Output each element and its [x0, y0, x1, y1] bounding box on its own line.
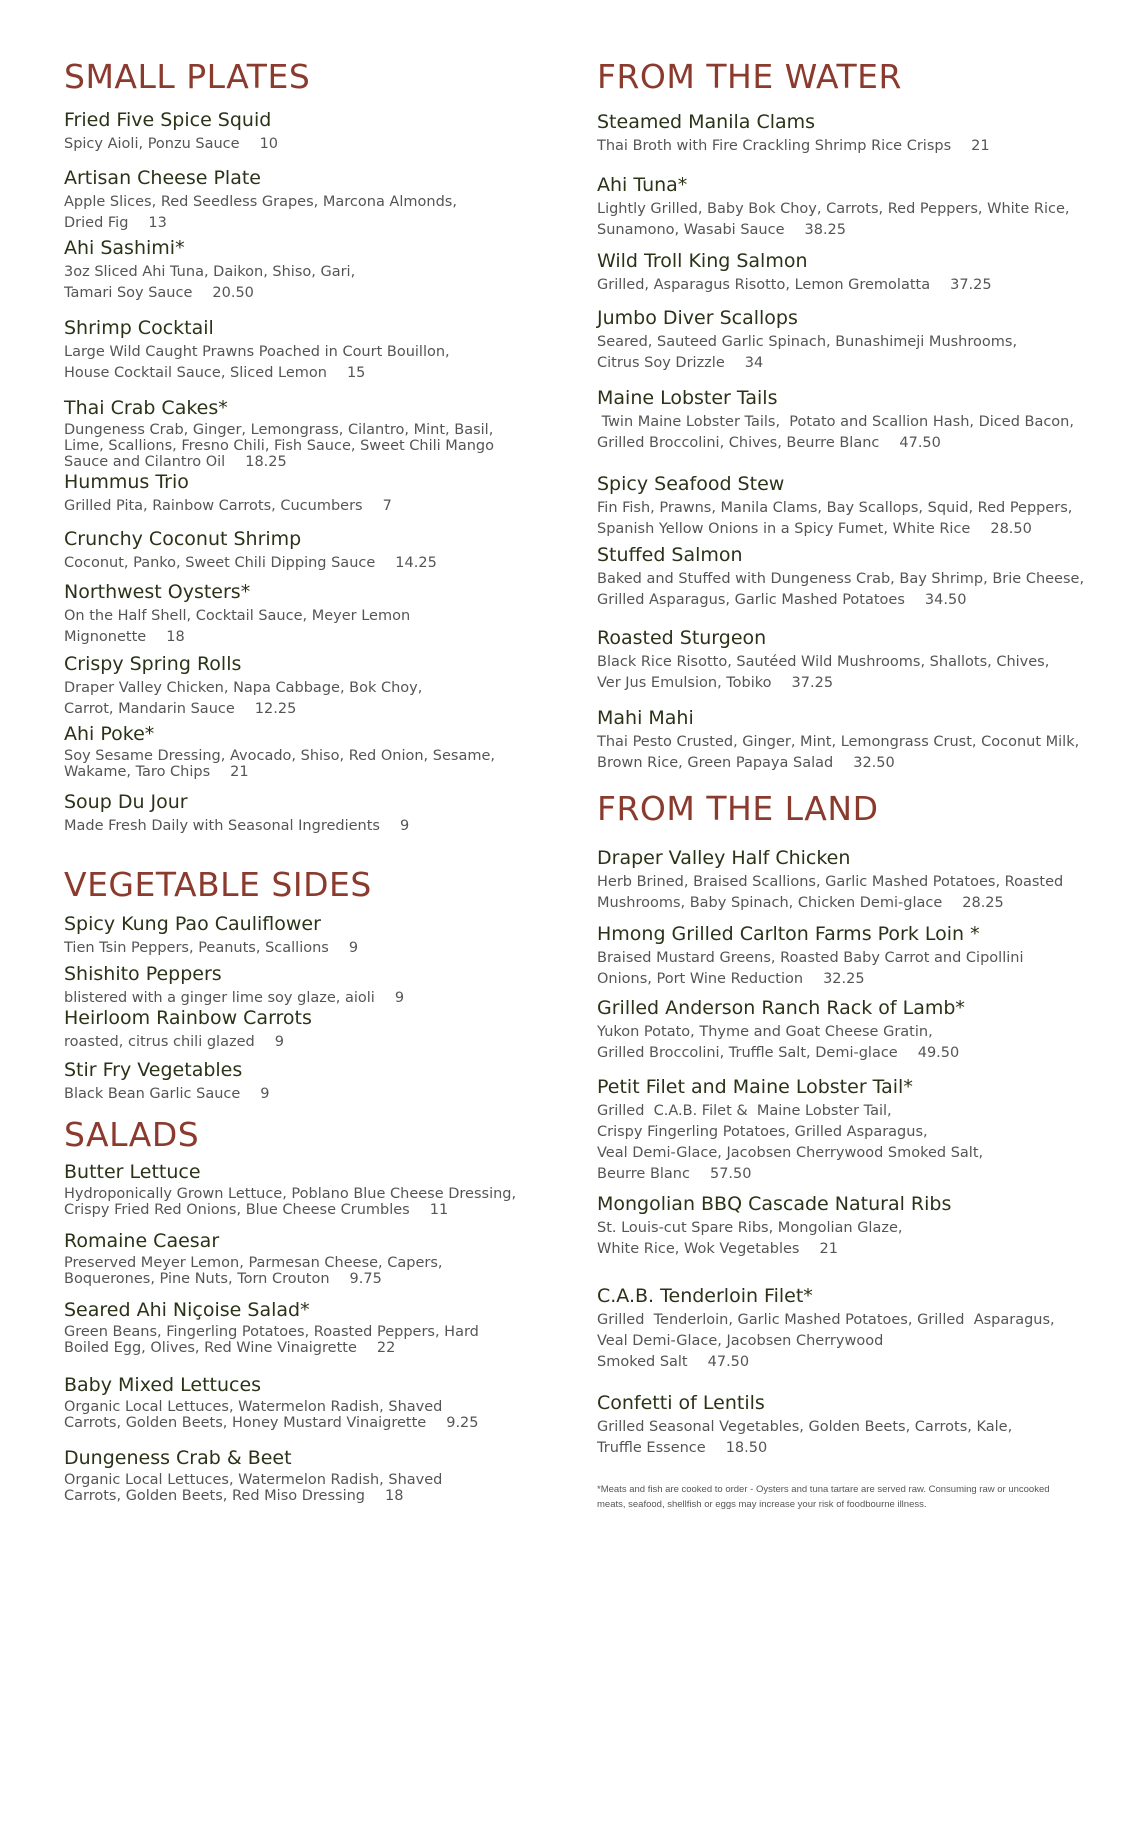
- item-price: 57.50: [709, 1166, 752, 1182]
- item-name: Shrimp Cocktail: [64, 317, 214, 339]
- description-line: [64, 496, 544, 517]
- description-line: [64, 764, 544, 780]
- description-text: Crispy Fingerling Potatoes, Grilled Asparagus,: [597, 1124, 928, 1140]
- description-line: [597, 753, 1087, 774]
- description-line: [64, 342, 544, 363]
- description-text: Black Bean Garlic Sauce: [64, 1086, 241, 1102]
- description-text: Veal Demi-Glace, Jacobsen Cherrywood Smoked Salt,: [597, 1145, 984, 1161]
- description-line: [597, 1218, 1087, 1239]
- item-name: Ahi Tuna*: [597, 174, 688, 196]
- menu-item-steamed-manila-clams: [597, 110, 1087, 157]
- item-price: 21: [819, 1241, 838, 1257]
- description-line: [597, 1352, 1087, 1373]
- description-line: [597, 893, 1087, 914]
- item-name: Heirloom Rainbow Carrots: [64, 1007, 312, 1029]
- description-line: [597, 1122, 1087, 1143]
- description-text: Thai Pesto Crusted, Ginger, Mint, Lemongrass Crust, Coconut Milk,: [597, 734, 1080, 750]
- item-description: [64, 192, 544, 234]
- description-line: [597, 332, 1087, 353]
- item-description: [64, 422, 544, 470]
- item-price: 37.25: [950, 277, 992, 293]
- description-text: Carrots, Golden Beets, Honey Mustard Vinaigrette: [64, 1415, 427, 1431]
- description-text: Dungeness Crab, Ginger, Lemongrass, Cilantro, Mint, Basil,: [64, 422, 494, 438]
- item-description: [597, 1417, 1087, 1459]
- item-description: [597, 332, 1087, 374]
- description-line: [64, 1202, 544, 1218]
- description-line: [597, 969, 1087, 990]
- menu-item-fried-five-spice-squid: [64, 108, 544, 155]
- description-text: Grilled Broccolini, Chives, Beurre Blanc: [597, 435, 880, 451]
- item-name: Fried Five Spice Squid: [64, 109, 272, 131]
- description-line: [64, 1084, 544, 1105]
- menu-item-confetti-of-lentils: [597, 1391, 1087, 1459]
- item-name: Draper Valley Half Chicken: [597, 847, 851, 869]
- description-line: [597, 412, 1087, 433]
- description-text: Onions, Port Wine Reduction: [597, 971, 804, 987]
- description-line: [64, 627, 544, 648]
- item-name: Jumbo Diver Scallops: [597, 307, 798, 329]
- item-description: [64, 134, 544, 155]
- description-line: [64, 1324, 544, 1340]
- description-text: Grilled C.A.B. Filet & Maine Lobster Tail,: [597, 1103, 892, 1119]
- item-description: [64, 342, 544, 384]
- item-name: Roasted Sturgeon: [597, 627, 767, 649]
- item-name: Mongolian BBQ Cascade Natural Ribs: [597, 1193, 952, 1215]
- description-text: Sunamono, Wasabi Sauce: [597, 222, 785, 238]
- description-line: [64, 938, 544, 959]
- description-text: roasted, citrus chili glazed: [64, 1034, 255, 1050]
- item-price: 10: [259, 136, 279, 152]
- item-description: [597, 275, 1087, 296]
- description-text: House Cocktail Sauce, Sliced Lemon: [64, 365, 327, 381]
- item-price: 20.50: [212, 285, 254, 301]
- menu-item-stir-fry-vegetables: [64, 1058, 544, 1105]
- menu-item-soup-du-jour: [64, 790, 544, 837]
- description-text: Smoked Salt: [597, 1354, 688, 1370]
- description-text: Thai Broth with Fire Crackling Shrimp Rice Crisps: [597, 138, 952, 154]
- item-name: Stir Fry Vegetables: [64, 1059, 243, 1081]
- description-line: [597, 872, 1087, 893]
- item-name: Baby Mixed Lettuces: [64, 1374, 262, 1396]
- description-line: [64, 699, 544, 720]
- description-text: Wakame, Taro Chips: [64, 764, 211, 780]
- menu-item-shishito-peppers: [64, 962, 544, 1009]
- description-line: [597, 673, 1087, 694]
- menu-item-grilled-anderson-ranch-rack-of-lamb: [597, 996, 1087, 1064]
- item-price: 47.50: [899, 435, 941, 451]
- menu-item-dungeness-crab-beet: [64, 1446, 544, 1504]
- item-name: Dungeness Crab & Beet: [64, 1447, 292, 1469]
- description-text: Braised Mustard Greens, Roasted Baby Carrot and Cipollini: [597, 950, 1024, 966]
- description-text: Black Rice Risotto, Sautéed Wild Mushrooms, Shallots, Chives,: [597, 654, 1050, 670]
- description-text: Grilled Tenderloin, Garlic Mashed Potatoes, Grilled Asparagus,: [597, 1312, 1055, 1328]
- menu-item-spicy-kung-pao-cauliflower: [64, 912, 544, 959]
- item-name: Mahi Mahi: [597, 707, 694, 729]
- description-line: [64, 553, 544, 574]
- menu-item-heirloom-rainbow-carrots: [64, 1006, 544, 1053]
- item-description: [64, 1032, 544, 1053]
- item-name: Soup Du Jour: [64, 791, 188, 813]
- description-text: Grilled Asparagus, Garlic Mashed Potatoes: [597, 592, 905, 608]
- item-price: 9: [348, 940, 359, 956]
- item-name: Grilled Anderson Ranch Rack of Lamb*: [597, 997, 965, 1019]
- menu-item-romaine-caesar: [64, 1229, 544, 1287]
- item-description: [597, 1022, 1087, 1064]
- item-price: 18: [385, 1488, 404, 1504]
- description-text: Coconut, Panko, Sweet Chili Dipping Sauce: [64, 555, 376, 571]
- description-line: [597, 652, 1087, 673]
- item-name: Maine Lobster Tails: [597, 387, 778, 409]
- item-price: 9: [274, 1034, 284, 1050]
- item-description: [64, 262, 544, 304]
- item-price: 18.50: [725, 1440, 768, 1456]
- item-name: Wild Troll King Salmon: [597, 250, 808, 272]
- item-price: 21: [971, 138, 990, 154]
- item-description: [64, 678, 544, 720]
- description-line: [64, 1415, 544, 1431]
- item-description: [64, 1255, 544, 1287]
- description-text: On the Half Shell, Cocktail Sauce, Meyer Lemon: [64, 608, 411, 624]
- description-line: [64, 454, 544, 470]
- description-line: [64, 422, 544, 438]
- description-line: [64, 1271, 544, 1287]
- menu-item-shrimp-cocktail: [64, 316, 544, 384]
- description-text: Made Fresh Daily with Seasonal Ingredients: [64, 818, 380, 834]
- menu-item-mahi-mahi: [597, 706, 1087, 774]
- description-text: Citrus Soy Drizzle: [597, 355, 725, 371]
- item-price: 28.50: [990, 521, 1032, 537]
- item-description: [64, 816, 544, 837]
- item-price: 9: [399, 818, 410, 834]
- item-name: Butter Lettuce: [64, 1161, 201, 1183]
- item-description: [597, 199, 1087, 241]
- description-text: Carrots, Golden Beets, Red Miso Dressing: [64, 1488, 365, 1504]
- description-line: [64, 1032, 544, 1053]
- description-text: Spicy Aioli, Ponzu Sauce: [64, 136, 240, 152]
- item-price: 28.25: [962, 895, 1004, 911]
- section-title-vegetable-sides: VEGETABLE SIDES: [64, 865, 372, 904]
- description-text: Veal Demi-Glace, Jacobsen Cherrywood: [597, 1333, 884, 1349]
- menu-item-artisan-cheese-plate: [64, 166, 544, 234]
- item-price: 9.75: [349, 1271, 382, 1287]
- item-description: [597, 412, 1087, 454]
- item-price: 37.25: [791, 675, 834, 691]
- description-text: Large Wild Caught Prawns Poached in Court Bouillon,: [64, 344, 450, 360]
- description-text: Ver Jus Emulsion, Tobiko: [597, 675, 772, 691]
- menu-item-butter-lettuce: [64, 1160, 544, 1218]
- description-text: Boquerones, Pine Nuts, Torn Crouton: [64, 1271, 330, 1287]
- description-text: Beurre Blanc: [597, 1166, 690, 1182]
- item-price: 18: [166, 629, 185, 645]
- description-line: [597, 1417, 1087, 1438]
- description-text: Tamari Soy Sauce: [64, 285, 193, 301]
- menu-item-jumbo-diver-scallops: [597, 306, 1087, 374]
- description-line: [597, 220, 1087, 241]
- menu-item-petit-filet-and-maine-lobster-tail: [597, 1075, 1087, 1185]
- item-description: [597, 136, 1087, 157]
- description-text: Preserved Meyer Lemon, Parmesan Cheese, Capers,: [64, 1255, 443, 1271]
- item-description: [597, 1310, 1087, 1373]
- item-description: [64, 1472, 544, 1504]
- item-price: 49.50: [917, 1045, 960, 1061]
- description-line: [597, 1164, 1087, 1185]
- item-description: [64, 938, 544, 959]
- menu-item-roasted-sturgeon: [597, 626, 1087, 694]
- item-name: Artisan Cheese Plate: [64, 167, 261, 189]
- description-text: Sauce and Cilantro Oil: [64, 454, 226, 470]
- description-line: [597, 1022, 1087, 1043]
- description-line: [64, 213, 544, 234]
- description-line: [597, 590, 1087, 611]
- menu-item-maine-lobster-tails: [597, 386, 1087, 454]
- description-text: Mignonette: [64, 629, 147, 645]
- menu-item-spicy-seafood-stew: [597, 472, 1087, 540]
- description-line: [64, 606, 544, 627]
- item-price: 18.25: [245, 454, 287, 470]
- description-line: [64, 363, 544, 384]
- description-text: Herb Brined, Braised Scallions, Garlic Mashed Potatoes, Roasted: [597, 874, 1064, 890]
- description-text: Hydroponically Grown Lettuce, Poblano Blue Cheese Dressing,: [64, 1186, 517, 1202]
- description-text: Fin Fish, Prawns, Manila Clams, Bay Scallops, Squid, Red Peppers,: [597, 500, 1073, 516]
- item-description: [597, 652, 1087, 694]
- item-price: 38.25: [804, 222, 847, 238]
- item-price: 34.50: [924, 592, 967, 608]
- menu-item-draper-valley-half-chicken: [597, 846, 1087, 914]
- description-text: Crispy Fried Red Onions, Blue Cheese Crumbles: [64, 1202, 410, 1218]
- item-description: [64, 606, 544, 648]
- item-name: Confetti of Lentils: [597, 1392, 765, 1414]
- description-line: [597, 732, 1087, 753]
- item-name: Crispy Spring Rolls: [64, 653, 242, 675]
- description-text: blistered with a ginger lime soy glaze, aioli: [64, 990, 375, 1006]
- menu-item-ahi-poke: [64, 722, 544, 780]
- item-name: C.A.B. Tenderloin Filet*: [597, 1285, 813, 1307]
- item-name: Spicy Kung Pao Cauliflower: [64, 913, 321, 935]
- item-price: 47.50: [707, 1354, 750, 1370]
- item-name: Ahi Sashimi*: [64, 237, 185, 259]
- description-line: [597, 1101, 1087, 1122]
- item-price: 9: [394, 990, 405, 1006]
- item-description: [597, 498, 1087, 540]
- description-line: [597, 433, 1087, 454]
- item-description: [597, 948, 1087, 990]
- item-price: 32.50: [853, 755, 895, 771]
- description-line: [597, 498, 1087, 519]
- item-name: Shishito Peppers: [64, 963, 222, 985]
- item-name: Seared Ahi Niçoise Salad*: [64, 1299, 310, 1321]
- description-text: Tien Tsin Peppers, Peanuts, Scallions: [64, 940, 329, 956]
- item-description: [597, 732, 1087, 774]
- menu-item-c-a-b-tenderloin-filet: [597, 1284, 1087, 1373]
- item-description: [64, 748, 544, 780]
- description-text: Green Beans, Fingerling Potatoes, Roasted Peppers, Hard: [64, 1324, 479, 1340]
- section-title-salads: SALADS: [64, 1115, 200, 1154]
- item-name: Crunchy Coconut Shrimp: [64, 528, 302, 550]
- item-name: Stuffed Salmon: [597, 544, 743, 566]
- item-price: 9.25: [446, 1415, 479, 1431]
- description-text: Brown Rice, Green Papaya Salad: [597, 755, 834, 771]
- item-price: 22: [376, 1340, 396, 1356]
- description-line: [597, 353, 1087, 374]
- menu-item-crunchy-coconut-shrimp: [64, 527, 544, 574]
- item-price: 21: [230, 764, 249, 780]
- description-line: [597, 1143, 1087, 1164]
- item-price: 7: [382, 498, 392, 514]
- item-description: [597, 1218, 1087, 1260]
- item-price: 12.25: [254, 701, 297, 717]
- description-line: [597, 1310, 1087, 1331]
- description-line: [64, 1340, 544, 1356]
- description-line: [597, 948, 1087, 969]
- description-text: Soy Sesame Dressing, Avocado, Shiso, Red Onion, Sesame,: [64, 748, 495, 764]
- item-price: 9: [260, 1086, 270, 1102]
- description-line: [597, 1239, 1087, 1260]
- menu-item-northwest-oysters: [64, 580, 544, 648]
- description-text: Grilled Seasonal Vegetables, Golden Beets, Carrots, Kale,: [597, 1419, 1013, 1435]
- description-text: St. Louis-cut Spare Ribs, Mongolian Glaze,: [597, 1220, 903, 1236]
- description-line: [597, 569, 1087, 590]
- description-text: Seared, Sauteed Garlic Spinach, Bunashimeji Mushrooms,: [597, 334, 1018, 350]
- description-text: Carrot, Mandarin Sauce: [64, 701, 235, 717]
- description-line: [597, 1043, 1087, 1064]
- menu-item-thai-crab-cakes: [64, 396, 544, 470]
- item-name: Petit Filet and Maine Lobster Tail*: [597, 1076, 913, 1098]
- description-text: Grilled, Asparagus Risotto, Lemon Gremolatta: [597, 277, 931, 293]
- menu-item-ahi-tuna: [597, 173, 1087, 241]
- description-text: Grilled Pita, Rainbow Carrots, Cucumbers: [64, 498, 363, 514]
- description-line: [64, 192, 544, 213]
- menu-item-baby-mixed-lettuces: [64, 1373, 544, 1431]
- description-text: Spanish Yellow Onions in a Spicy Fumet, White Rice: [597, 521, 971, 537]
- description-line: [64, 816, 544, 837]
- item-name: Ahi Poke*: [64, 723, 155, 745]
- item-price: 13: [148, 215, 167, 231]
- description-text: Boiled Egg, Olives, Red Wine Vinaigrette: [64, 1340, 357, 1356]
- description-text: Lightly Grilled, Baby Bok Choy, Carrots, Red Peppers, White Rice,: [597, 201, 1070, 217]
- description-text: Grilled Broccolini, Truffle Salt, Demi-glace: [597, 1045, 898, 1061]
- description-line: [597, 1438, 1087, 1459]
- description-line: [64, 1255, 544, 1271]
- item-description: [64, 1324, 544, 1356]
- menu-item-mongolian-bbq-cascade-natural-ribs: [597, 1192, 1087, 1260]
- description-line: [597, 136, 1087, 157]
- description-text: Organic Local Lettuces, Watermelon Radish, Shaved: [64, 1399, 443, 1415]
- item-name: Hummus Trio: [64, 471, 189, 493]
- item-price: 32.25: [823, 971, 865, 987]
- description-line: [64, 678, 544, 699]
- item-price: 14.25: [395, 555, 437, 571]
- section-title-from-the-land: FROM THE LAND: [597, 789, 879, 828]
- description-line: [64, 1488, 544, 1504]
- description-text: White Rice, Wok Vegetables: [597, 1241, 800, 1257]
- item-name: Romaine Caesar: [64, 1230, 220, 1252]
- description-line: [597, 275, 1087, 296]
- description-text: Truffle Essence: [597, 1440, 706, 1456]
- description-line: [64, 748, 544, 764]
- description-line: [64, 1399, 544, 1415]
- item-description: [64, 1084, 544, 1105]
- item-description: [64, 496, 544, 517]
- menu-item-crispy-spring-rolls: [64, 652, 544, 720]
- footnote: *Meats and fish are cooked to order - Oysters and tuna tartare are served raw. Consuming raw or uncooked meats, seafood, shellfish or eggs may increase your risk of foodbourne illness.: [597, 1484, 1050, 1510]
- menu-item-hmong-grilled-carlton-farms-pork-loin: [597, 922, 1087, 990]
- description-line: [64, 262, 544, 283]
- item-name: Northwest Oysters*: [64, 581, 251, 603]
- description-line: [64, 1472, 544, 1488]
- menu-item-stuffed-salmon: [597, 543, 1087, 611]
- menu-item-wild-troll-king-salmon: [597, 249, 1087, 296]
- section-title-from-the-water: FROM THE WATER: [597, 57, 902, 96]
- menu-item-ahi-sashimi: [64, 236, 544, 304]
- description-line: [64, 283, 544, 304]
- section-title-small-plates: SMALL PLATES: [64, 57, 311, 96]
- item-description: [64, 553, 544, 574]
- description-text: Baked and Stuffed with Dungeness Crab, Bay Shrimp, Brie Cheese,: [597, 571, 1085, 587]
- description-line: [64, 1186, 544, 1202]
- item-name: Steamed Manila Clams: [597, 111, 816, 133]
- menu-item-seared-ahi-ni-oise-salad: [64, 1298, 544, 1356]
- description-text: Draper Valley Chicken, Napa Cabbage, Bok Choy,: [64, 680, 423, 696]
- description-text: Apple Slices, Red Seedless Grapes, Marcona Almonds,: [64, 194, 457, 210]
- menu-item-hummus-trio: [64, 470, 544, 517]
- description-text: Lime, Scallions, Fresno Chili, Fish Sauce, Sweet Chili Mango: [64, 438, 494, 454]
- item-description: [597, 872, 1087, 914]
- description-text: 3oz Sliced Ahi Tuna, Daikon, Shiso, Gari,: [64, 264, 356, 280]
- description-line: [597, 519, 1087, 540]
- description-text: Mushrooms, Baby Spinach, Chicken Demi-glace: [597, 895, 943, 911]
- description-text: Twin Maine Lobster Tails, Potato and Scallion Hash, Diced Bacon,: [597, 414, 1074, 430]
- item-description: [597, 1101, 1087, 1185]
- description-line: [597, 1331, 1087, 1352]
- item-name: Thai Crab Cakes*: [64, 397, 228, 419]
- item-description: [64, 1399, 544, 1431]
- description-line: [64, 134, 544, 155]
- item-price: 15: [346, 365, 366, 381]
- item-description: [597, 569, 1087, 611]
- description-text: Dried Fig: [64, 215, 129, 231]
- item-price: 11: [429, 1202, 449, 1218]
- description-line: [64, 438, 544, 454]
- item-price: 34: [744, 355, 764, 371]
- description-text: Yukon Potato, Thyme and Goat Cheese Gratin,: [597, 1024, 933, 1040]
- description-line: [597, 199, 1087, 220]
- item-description: [64, 1186, 544, 1218]
- item-name: Spicy Seafood Stew: [597, 473, 785, 495]
- description-text: Organic Local Lettuces, Watermelon Radish, Shaved: [64, 1472, 443, 1488]
- item-name: Hmong Grilled Carlton Farms Pork Loin *: [597, 923, 980, 945]
